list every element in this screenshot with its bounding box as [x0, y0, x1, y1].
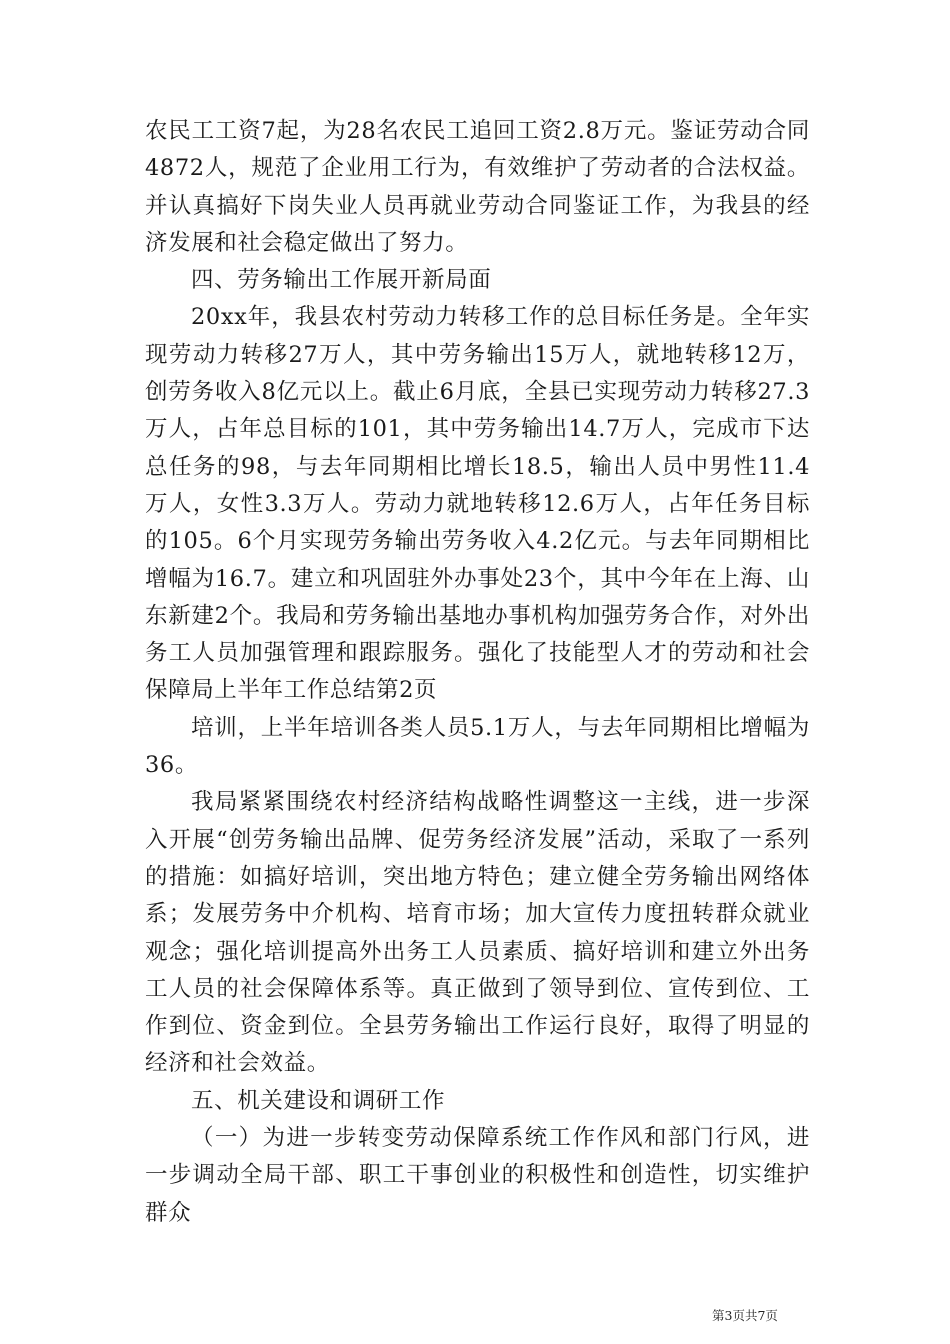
paragraph-5: （一）为进一步转变劳动保障系统工作作风和部门行风，进一步调动全局干部、职工干事创业的积极性和创造性，切实维护群众 [145, 1125, 810, 1226]
section-heading-4: 四、劳务输出工作展开新局面 [191, 267, 492, 294]
paragraph-4: 我局紧紧围绕农村经济结构战略性调整这一主线，进一步深入开展“创劳务输出品牌、促劳务经济发展”活动，采取了一系列的措施：如搞好培训，突出地方特色；建立健全劳务输出网络体系；发展劳务中介机构、培育市场；加大宣传力度扭转群众就业观念；强化培训提高外出务工人员素质、搞好培训和建立外出务工人员的社会保障体系等。真正做到了领导到位、宣传到位、工作到位、资金到位。全县劳务输出工作运行良好，取得了明显的经济和社会效益。 [145, 789, 810, 1077]
page-number-footer: 第3页共7页 [712, 1308, 778, 1323]
section-heading-5: 五、机关建设和调研工作 [191, 1087, 446, 1114]
paragraph-2: 20xx年，我县农村劳动力转移工作的总目标任务是。全年实现劳动力转移27万人，其中劳务输出15万人，就地转移12万，创劳务收入8亿元以上。截止6月底，全县已实现劳动力转移27.3万人，占年总目标的101，其中劳务输出14.7万人，完成市下达总任务的98，与去年同期相比增长18.5，输出人员中男性11.4万人，女性3.3万人。劳动力就地转移12.6万人，占年任务目标的105。6个月实现劳务输出劳务收入4.2亿元。与去年同期相比增幅为16.7。建立和巩固驻外办事处23个，其中今年在上海、山东新建2个。我局和劳务输出基地办事机构加强劳务合作，对外出务工人员加强管理和跟踪服务。强化了技能型人才的劳动和社会保障局上半年工作总结第2页 [145, 304, 810, 704]
paragraph-1: 农民工工资7起，为28名农民工追回工资2.8万元。鉴证劳动合同4872人，规范了企业用工行为，有效维护了劳动者的合法权益。并认真搞好下岗失业人员再就业劳动合同鉴证工作，为我县的经济发展和社会稳定做出了努力。 [145, 118, 810, 256]
paragraph-3: 培训，上半年培训各类人员5.1万人，与去年同期相比增幅为36。 [145, 714, 810, 779]
document-body [145, 113, 810, 1232]
